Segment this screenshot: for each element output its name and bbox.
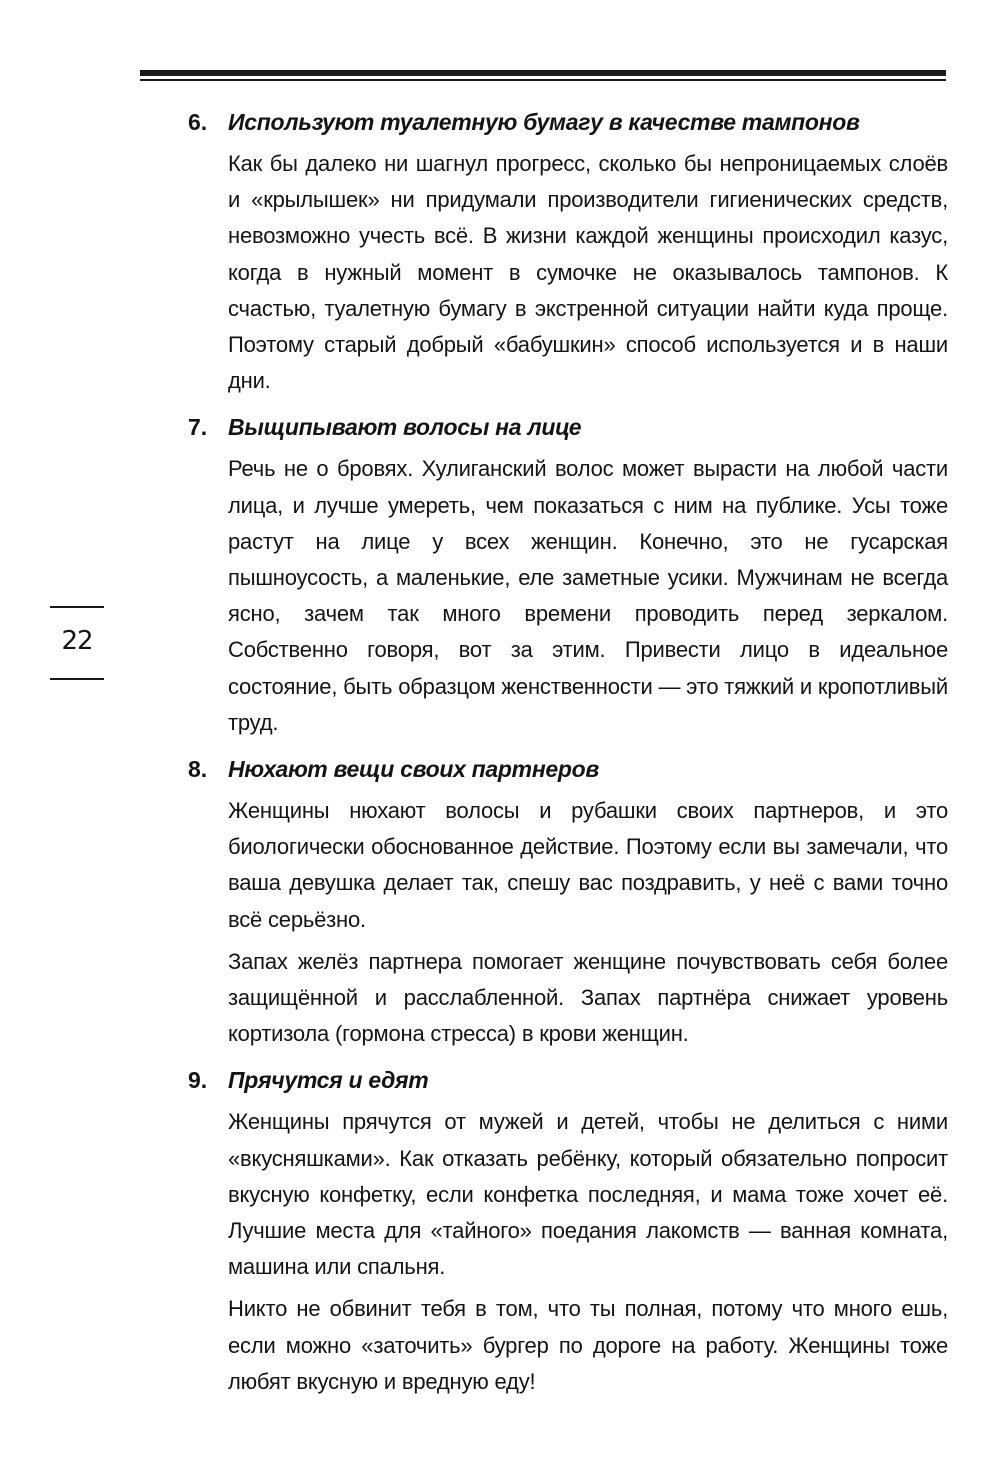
list-item <box>188 751 948 1052</box>
item-heading <box>188 409 948 445</box>
item-heading <box>188 1062 948 1098</box>
item-heading <box>188 104 948 140</box>
list-item <box>188 1062 948 1400</box>
page-body <box>188 104 948 1400</box>
item-number: 6. <box>188 109 208 135</box>
item-title: Прячутся и едят <box>228 1067 429 1094</box>
page-number-rule-top <box>50 606 104 608</box>
paragraph: Женщины прячутся от мужей и детей, чтобы не делиться с ними «вкусняшками». Как отказать ребёнку, который обязательно попросит вкусную конфетку, если конфетка последняя, и мама тоже хочет её. Лучшие места для «тайного» поедания лакомств — ванная комната, машина или спальня. <box>228 1109 948 1280</box>
paragraph: Запах желёз партнера помогает женщине почувствовать себя более защищённой и расслабленной. Запах партнёра снижает уровень кортизола (гормона стресса) в крови женщин. <box>228 948 948 1047</box>
item-title: Нюхают вещи своих партнеров <box>228 756 599 783</box>
page-number-rule-bottom <box>50 678 104 680</box>
item-title: Выщипывают волосы на лице <box>228 414 582 441</box>
page-number: 22 <box>61 626 93 656</box>
list-item <box>188 409 948 741</box>
paragraph: Как бы далеко ни шагнул прогресс, сколько бы непроницаемых слоёв и «крылышек» ни придумали производители гигиенических средств, невозможно учесть всё. В жизни каждой женщины происходил казус, когда в нужный момент в сумочке не оказывалось тампонов. К счастью, туалетную бумагу в экстренной ситуации найти куда проще. Поэтому старый добрый «бабушкин» способ используется и в наши дни. <box>228 151 948 394</box>
paragraph: Речь не о бровях. Хулиганский волос может вырасти на любой части лица, и лучше умереть, чем показаться с ним на публике. Усы тоже растут на лице у всех женщин. Конечно, это не гусарская пышноусость, а маленькие, еле заметные усики. Мужчинам не всегда ясно, зачем так много времени проводить перед зеркалом. Собственно говоря, вот за этим. Привести лицо в идеальное состояние, быть образцом женственности — это тяжкий и кропотливый труд. <box>228 456 948 735</box>
list-item <box>188 104 948 399</box>
header-rule-thin <box>140 79 946 81</box>
paragraph: Никто не обвинит тебя в том, что ты полная, потому что много ешь, если можно «заточить» бургер по дороге на работу. Женщины тоже любят вкусную и вредную еду! <box>228 1296 948 1394</box>
header-rule-thick <box>140 70 946 76</box>
item-number: 8. <box>188 756 208 783</box>
item-heading <box>188 751 948 787</box>
paragraph: Женщины нюхают волосы и рубашки своих партнеров, и это биологически обоснованное действие. Поэтому если вы замечали, что ваша девушка делает так, спешу вас поздравить, у неё с вами точно всё серьёзно. <box>228 798 948 932</box>
item-number: 9. <box>188 1067 208 1094</box>
item-number: 7. <box>188 414 208 441</box>
item-title: Используют туалетную бумагу в качестве тампонов <box>228 109 860 135</box>
